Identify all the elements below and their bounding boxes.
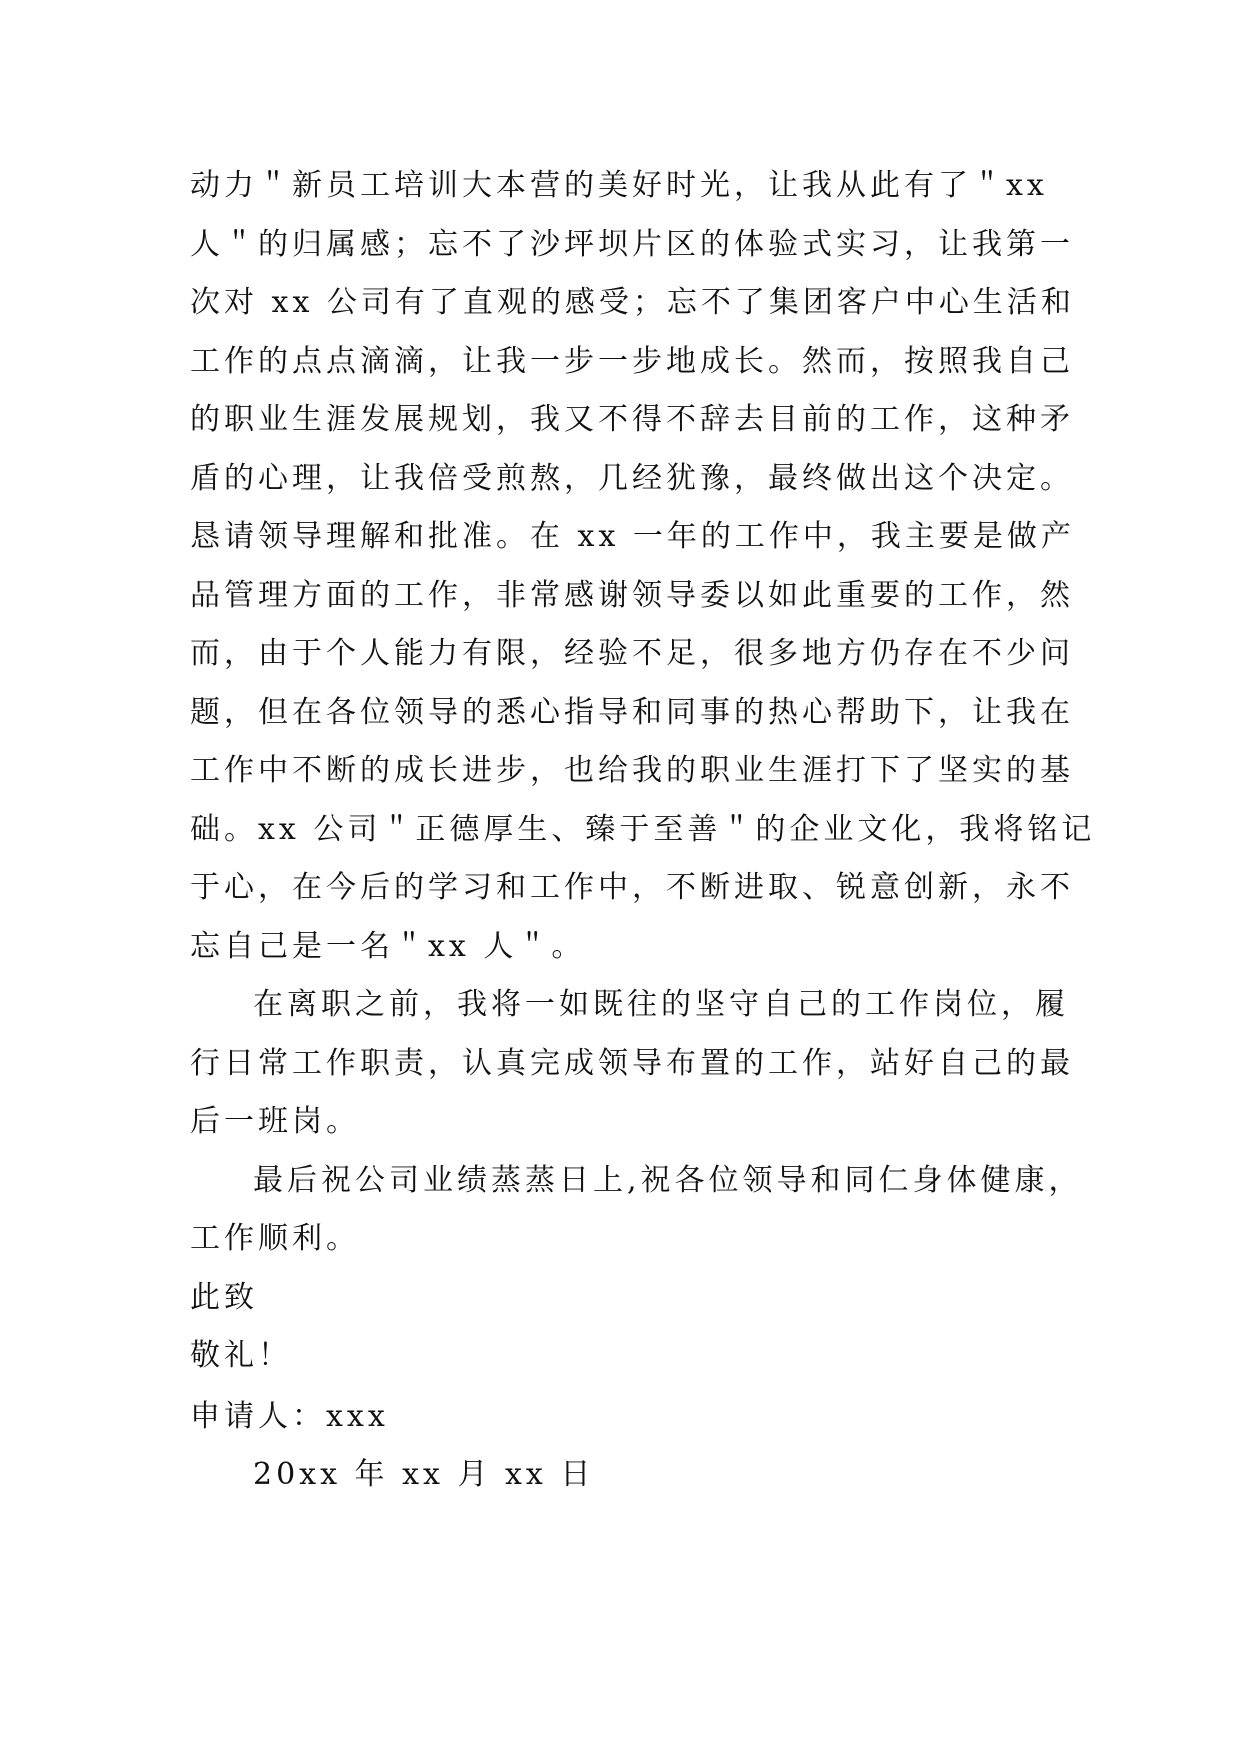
paragraph-line: 后一班岗。 — [190, 1104, 360, 1139]
paragraph-line: 在离职之前，我将一如既往的坚守自己的工作岗位，履 — [253, 987, 1069, 1022]
paragraph-line: 题，但在各位领导的悉心指导和同事的热心帮助下，让我在 — [190, 694, 1074, 730]
paragraph-line: 行日常工作职责，认真完成领导布置的工作，站好自己的最 — [190, 1045, 1074, 1081]
paragraph-line: 工作的点点滴滴，让我一步一步地成长。然而，按照我自己 — [190, 343, 1074, 379]
paragraph-line: 工作顺利。 — [190, 1221, 360, 1256]
paragraph-line: 恳请领导理解和批准。在 xx 一年的工作中，我主要是做产 — [190, 519, 1075, 554]
paragraph-line: 动力＂新员工培训大本营的美好时光，让我从此有了＂xx — [190, 168, 1048, 203]
letter-body — [190, 157, 1096, 1505]
closing-salute: 敬礼！ — [190, 1338, 292, 1373]
paragraph-line: 次对 xx 公司有了直观的感受；忘不了集团客户中心生活和 — [190, 285, 1075, 320]
paragraph-line: 而，由于个人能力有限，经验不足，很多地方仍存在不少问 — [190, 636, 1074, 671]
paragraph-line: 最后祝公司业绩蒸蒸日上,祝各位领导和同仁身体健康， — [253, 1162, 1083, 1198]
paragraph-line: 人＂的归属感；忘不了沙坪坝片区的体验式实习，让我第一 — [190, 226, 1074, 262]
paragraph-line: 于心，在今后的学习和工作中，不断进取、锐意创新，永不 — [190, 870, 1074, 905]
paragraph-line: 的职业生涯发展规划，我又不得不辞去目前的工作，这种矛 — [190, 402, 1074, 437]
paragraph-line: 工作中不断的成长进步，也给我的职业生涯打下了坚实的基 — [190, 753, 1074, 788]
paragraph-line: 盾的心理，让我倍受煎熬，几经犹豫，最终做出这个决定。 — [190, 460, 1074, 496]
closing-to: 此致 — [190, 1279, 258, 1315]
applicant-line: 申请人：xxx — [190, 1398, 389, 1434]
date-line: 20xx 年 xx 月 xx 日 — [253, 1457, 595, 1492]
paragraph-line: 忘自己是一名＂xx 人＂。 — [190, 928, 586, 964]
paragraph-line: 础。xx 公司＂正德厚生、臻于至善＂的企业文化，我将铭记 — [190, 811, 1096, 847]
paragraph-line: 品管理方面的工作，非常感谢领导委以如此重要的工作，然 — [190, 577, 1074, 613]
